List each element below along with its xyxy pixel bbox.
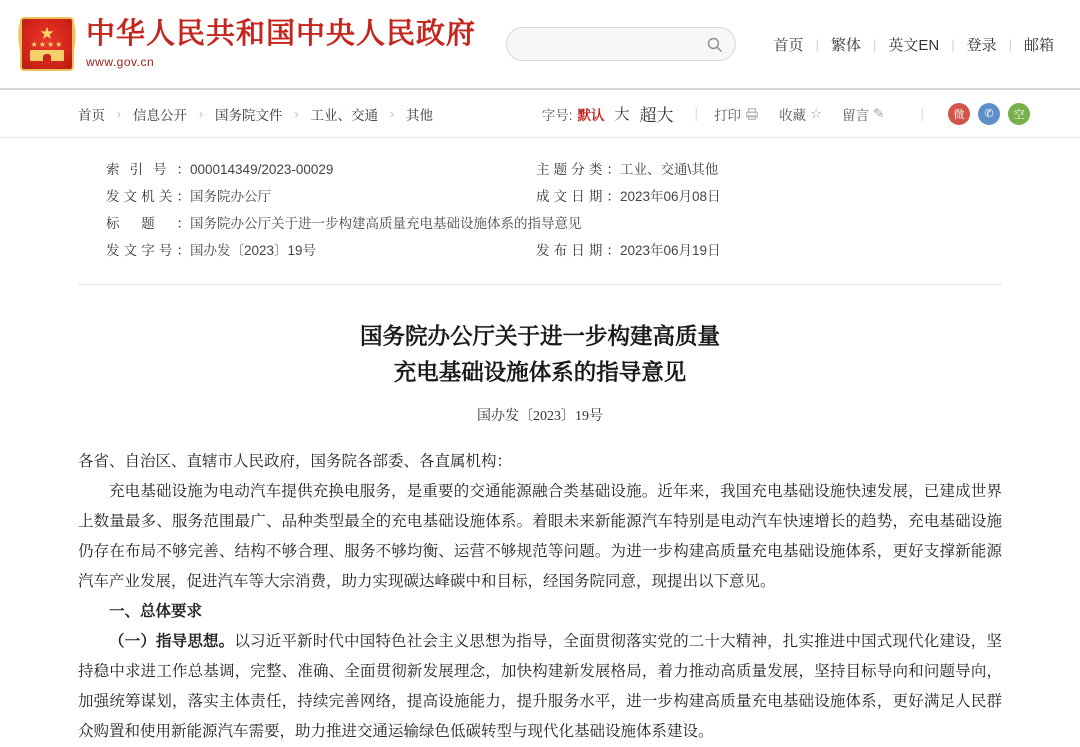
nav-item-login[interactable]: 登录 xyxy=(966,36,997,54)
metadata-field-issuer xyxy=(106,183,536,210)
message-button[interactable] xyxy=(842,104,884,124)
print-label: 打印 xyxy=(714,107,742,123)
breadcrumb-item-documents[interactable]: 国务院文件 xyxy=(215,107,283,123)
paragraph-2 xyxy=(78,627,1002,747)
qzone-icon[interactable]: 空 xyxy=(1008,103,1030,125)
metadata-value: 工业、交通\其他 xyxy=(620,162,719,177)
paragraph-2-text: 以习近平新时代中国特色社会主义思想为指导，全面贯彻落实党的二十大精神，扎实推进中国式现代化建设，坚持稳中求进工作总基调，完整、准确、全面贯彻新发展理念，加快构建新发展格局，着力推动高质量发展，坚持目标导向和问题导向，加强统筹谋划，落实主体责任，持续完善网络，提高设施能力，提升服务水平，进一步构建高质量充电基础设施体系，更好满足人民群众购置和使用新能源汽车需要，助力推进交通运输绿色低碳转型与现代化基础设施体系建设。 xyxy=(78,633,1002,740)
metadata-value: 国务院办公厅关于进一步构建高质量充电基础设施体系的指导意见 xyxy=(190,216,582,231)
nav-item-mail[interactable]: 邮箱 xyxy=(1023,36,1054,54)
metadata-field-publish-date xyxy=(536,237,721,264)
breadcrumb-item-other[interactable]: 其他 xyxy=(406,107,433,123)
site-brand[interactable] xyxy=(86,19,476,69)
nav-separator: | xyxy=(872,36,877,52)
nav-item-traditional[interactable]: 繁体 xyxy=(830,36,861,54)
salutation: 各省、自治区、直辖市人民政府，国务院各部委、各直属机构： xyxy=(78,453,513,470)
chevron-right-icon: › xyxy=(117,106,121,121)
nav-item-english[interactable]: 英文EN xyxy=(888,36,940,54)
metadata-row xyxy=(106,237,974,264)
chevron-right-icon: › xyxy=(199,106,203,121)
metadata-label: 发文字号 ： xyxy=(106,237,190,264)
weibo-icon[interactable]: 微 xyxy=(948,103,970,125)
font-size-default[interactable]: 默认 xyxy=(577,107,605,123)
page-title-line2: 充电基础设施体系的指导意见 xyxy=(393,360,687,385)
breadcrumb xyxy=(78,104,433,124)
metadata-field-doc-number xyxy=(106,237,536,264)
metadata-value: 国办发〔2023〕19号 xyxy=(190,243,317,258)
font-size-label: 字号: xyxy=(541,107,573,123)
font-size-extra-large[interactable]: 超大 xyxy=(639,106,674,125)
nav-separator: | xyxy=(951,36,955,52)
search-box[interactable] xyxy=(506,27,736,61)
star-icon: ☆ xyxy=(810,105,823,121)
site-name: 中华人民共和国中央人民政府 xyxy=(86,18,477,51)
page-tools xyxy=(542,101,1030,126)
printer-icon xyxy=(745,107,759,121)
search-input[interactable] xyxy=(519,36,706,53)
chevron-right-icon: › xyxy=(294,106,299,121)
metadata-value: 2023年06月08日 xyxy=(620,189,721,204)
metadata-field-title xyxy=(106,210,974,237)
page-title-line1: 国务院办公厅关于进一步构建高质量 xyxy=(359,324,720,349)
nav-separator: | xyxy=(1008,36,1012,52)
print-button[interactable] xyxy=(714,104,759,124)
tools-divider: | xyxy=(694,106,699,121)
section-heading-1: 一、总体要求 xyxy=(109,603,203,620)
favorite-button[interactable] xyxy=(779,104,822,124)
breadcrumb-item-disclosure[interactable]: 信息公开 xyxy=(133,107,187,123)
national-emblem-icon: ★ ★★★★ xyxy=(18,15,76,73)
document-metadata xyxy=(78,138,1002,285)
breadcrumb-item-home[interactable]: 首页 xyxy=(78,107,105,123)
metadata-label: 索引号 ： xyxy=(106,156,190,183)
metadata-row xyxy=(106,210,974,237)
breadcrumb-toolbar xyxy=(0,90,1080,138)
metadata-label: 发布日期 ： xyxy=(536,237,620,264)
favorite-label: 收藏 xyxy=(779,107,807,123)
chevron-right-icon: › xyxy=(390,106,394,121)
metadata-label: 主题分类 ： xyxy=(536,156,620,183)
site-url: www.gov.cn xyxy=(86,54,155,69)
metadata-field-written-date xyxy=(536,183,721,210)
metadata-label: 发文机关 ： xyxy=(106,183,190,210)
metadata-value: 000014349/2023-00029 xyxy=(190,162,334,177)
metadata-label: 标题 ： xyxy=(106,210,190,237)
article-container xyxy=(0,138,1080,747)
document-number: 国办发〔2023〕19号 xyxy=(477,409,603,424)
nav-item-home[interactable]: 首页 xyxy=(773,36,804,54)
site-header xyxy=(0,0,1080,88)
paragraph-2-lead: （一）指导思想。 xyxy=(109,633,235,650)
message-label: 留言 xyxy=(842,107,870,123)
metadata-field-category xyxy=(536,156,718,183)
top-nav xyxy=(772,34,1056,55)
font-size-large[interactable]: 大 xyxy=(614,106,630,123)
paragraph-1: 充电基础设施为电动汽车提供充换电服务，是重要的交通能源融合类基础设施。近年来，我国充电基础设施快速发展，已建成世界上数量最多、服务范围最广、品种类型最全的充电基础设施体系。着眼未来新能源汽车特别是电动汽车快速增长的趋势，充电基础设施仍存在布局不够完善、结构不够合理、服务不够均衡、运营不够规范等问题。为进一步构建高质量充电基础设施体系，更好支撑新能源汽车产业发展，促进汽车等大宗消费，助力实现碳达峰碳中和目标，经国务院同意，现提出以下意见。 xyxy=(78,483,1002,590)
metadata-value: 2023年06月19日 xyxy=(620,243,721,258)
metadata-label: 成文日期 ： xyxy=(536,183,620,210)
metadata-field-index xyxy=(106,156,536,183)
breadcrumb-item-industry[interactable]: 工业、交通 xyxy=(310,107,378,123)
search-icon[interactable] xyxy=(706,36,723,53)
pencil-icon: ✎ xyxy=(873,105,885,121)
article-body xyxy=(78,447,1002,747)
nav-separator: | xyxy=(815,36,819,52)
page-title xyxy=(78,285,1002,391)
metadata-row xyxy=(106,156,974,183)
tools-divider: | xyxy=(920,106,924,121)
wechat-icon[interactable]: ✆ xyxy=(978,103,1000,125)
metadata-value: 国务院办公厅 xyxy=(190,189,271,204)
metadata-row xyxy=(106,183,974,210)
